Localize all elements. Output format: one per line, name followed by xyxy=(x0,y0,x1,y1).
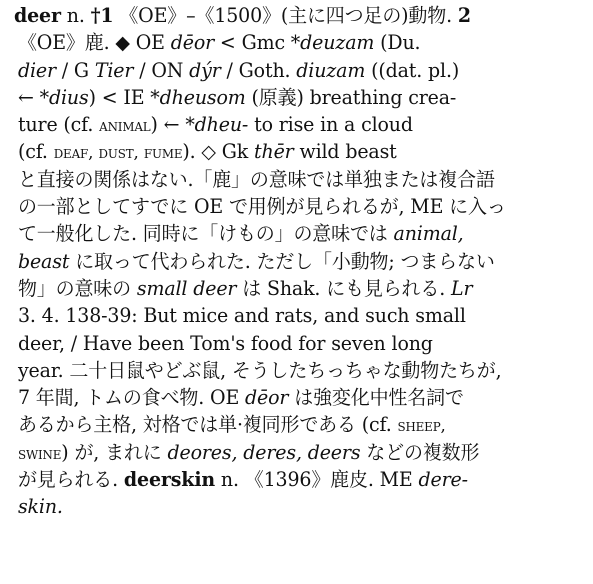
entry-text-segment: dier xyxy=(17,58,56,82)
entry-text-segment: dheu- xyxy=(194,113,249,137)
entry-text-segment: ← * xyxy=(17,85,49,109)
entry-text-segment: deerskin xyxy=(123,468,216,492)
entry-text-segment: †1 xyxy=(90,4,114,27)
entry-line xyxy=(14,411,580,438)
entry-text-segment: dēor xyxy=(245,386,289,410)
entry-text-segment: deaf, dust, fume xyxy=(53,143,183,164)
entry-text-segment: sheep, xyxy=(397,416,446,437)
entry-line xyxy=(14,357,580,384)
entry-text-segment: < Gmc * xyxy=(214,31,301,55)
entry-text-segment: などの複数形 xyxy=(360,440,480,464)
entry-text-segment: thēr xyxy=(254,140,294,164)
entry-text-segment: animal, xyxy=(393,222,464,246)
entry-line xyxy=(14,29,580,56)
entry-line xyxy=(14,384,580,411)
entry-text-segment: dere- xyxy=(418,468,468,492)
entry-text-segment: / G xyxy=(55,58,95,82)
entry-line xyxy=(14,111,580,138)
entry-text-segment: の一部としてすでに OE で用例が見られるが, ME に入っ xyxy=(17,195,506,219)
entry-text-segment: dýr xyxy=(189,58,221,82)
entry-text-segment: skin. xyxy=(17,495,63,519)
entry-text-segment: dēor xyxy=(170,31,215,55)
entry-text-segment: ) が, まれに xyxy=(61,440,168,464)
entry-text-segment: animal xyxy=(99,116,151,137)
entry-text-segment: (原義) breathing crea- xyxy=(245,85,457,109)
entry-text-segment: ). ◇ Gk xyxy=(182,140,255,164)
entry-text-segment: に取って代わられた. ただし「小動物; つまらない xyxy=(69,249,495,273)
entry-text-segment: が見られる. xyxy=(17,468,124,492)
entry-line xyxy=(14,275,580,302)
entry-text-segment: beast xyxy=(17,249,70,273)
entry-line xyxy=(14,57,580,84)
entry-text-segment: 7 年間, トムの食べ物. OE xyxy=(17,386,246,410)
entry-text-segment: (Du. xyxy=(374,31,421,55)
entry-text-segment: 3. 4. 138-39: But mice and rats, and such small xyxy=(17,304,466,328)
entry-text-segment: て一般化した. 同時に「けもの」の意味では xyxy=(17,222,394,246)
entry-line xyxy=(14,138,580,165)
entry-text-segment: swine xyxy=(17,443,62,464)
entry-text-segment: diuzam xyxy=(296,58,366,82)
dictionary-entry-deer xyxy=(14,2,586,521)
entry-text-segment: は強変化中性名詞で xyxy=(288,386,464,410)
entry-line xyxy=(14,248,580,275)
entry-line xyxy=(14,302,580,329)
entry-text-segment: deuzam xyxy=(300,31,375,55)
entry-line xyxy=(14,493,580,520)
entry-line xyxy=(14,466,580,493)
entry-text-segment: n. 《1396》鹿皮. ME xyxy=(215,468,419,492)
entry-line xyxy=(14,84,580,111)
entry-text-segment: n. xyxy=(60,4,91,27)
entry-text-segment: / ON xyxy=(133,58,190,82)
entry-text-segment: 2 xyxy=(457,4,471,27)
entry-line xyxy=(14,193,580,220)
entry-text-segment: small deer xyxy=(136,276,237,300)
entry-text-segment: ((dat. pl.) xyxy=(365,58,460,82)
entry-text-segment: deer xyxy=(14,4,61,27)
entry-line xyxy=(14,439,580,466)
entry-text-segment: は Shak. にも見られる. xyxy=(236,276,452,300)
entry-text-segment: あるから主格, 対格では単·複同形である (cf. xyxy=(17,413,398,437)
entry-text-segment: ) < IE * xyxy=(88,85,160,109)
entry-text-segment: wild beast xyxy=(293,140,397,164)
entry-text-segment: deer, / Have been Tom's food for seven long xyxy=(17,331,433,355)
entry-text-segment: dius xyxy=(48,85,89,109)
entry-text-segment: (cf. xyxy=(17,140,54,164)
entry-text-segment: to rise in a cloud xyxy=(248,113,413,137)
entry-text-segment: 《OE》–《1500》(主に四つ足の)動物. xyxy=(113,4,458,27)
entry-text-segment: 物」の意味の xyxy=(17,276,137,300)
entry-line xyxy=(14,166,580,193)
entry-text-segment: ture (cf. xyxy=(17,113,100,137)
entry-text-segment: ) ← * xyxy=(150,113,195,137)
entry-line xyxy=(14,330,580,357)
entry-text-segment: deores, deres, deers xyxy=(167,440,361,464)
entry-text-segment: 《OE》鹿. ◆ OE xyxy=(17,31,171,55)
entry-text-segment: year. 二十日鼠やどぶ鼠, そうしたちっちゃな動物たちが, xyxy=(17,358,502,382)
entry-line xyxy=(14,220,580,247)
entry-text-segment: Tier xyxy=(94,58,134,82)
entry-text-segment: と直接の関係はない.「鹿」の意味では単独または複合語 xyxy=(17,167,495,191)
entry-text-segment: / Goth. xyxy=(220,58,297,82)
entry-text-segment: Lr xyxy=(451,276,473,300)
entry-text-segment: dheusom xyxy=(159,85,246,109)
entry-line xyxy=(14,2,580,29)
